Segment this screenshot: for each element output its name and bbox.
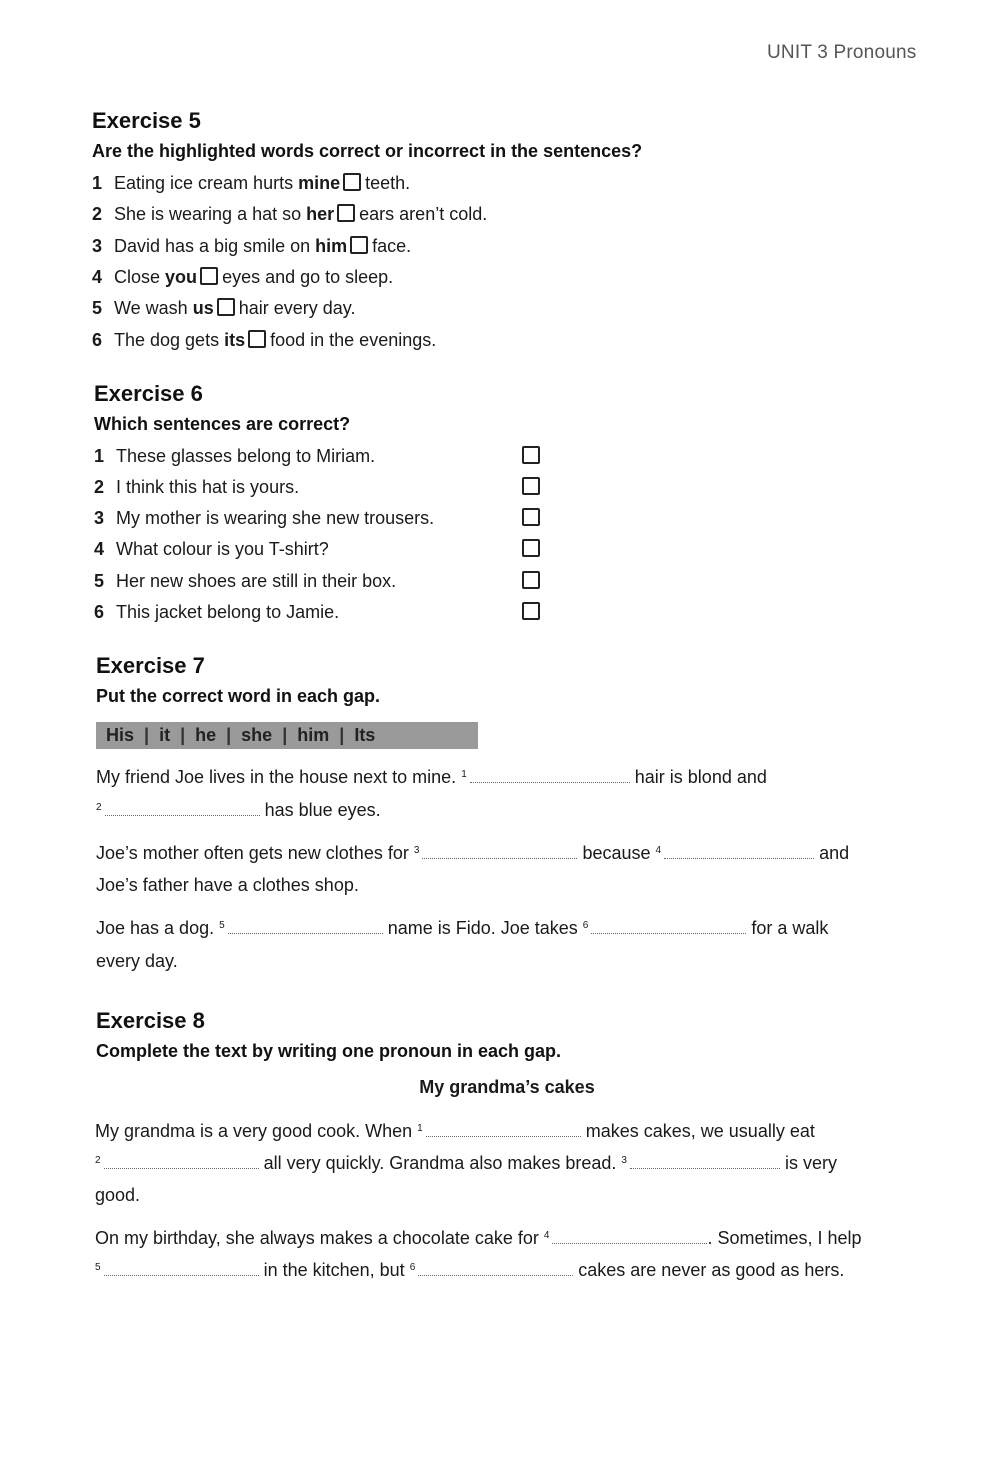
gap-number: 4 — [655, 845, 662, 856]
exercise-6-item — [94, 539, 329, 560]
gap-number: 2 — [96, 802, 102, 813]
highlighted-word: us — [192, 298, 214, 318]
exercise-5-instruction: Are the highlighted words correct or incorrect in the sentences? — [92, 141, 643, 161]
exercise-8-instruction: Complete the text by writing one pronoun in each gap. — [96, 1041, 562, 1061]
item-number: 5 — [92, 298, 103, 318]
exercise-5-item — [92, 267, 393, 288]
gap-blank[interactable] — [664, 844, 814, 859]
item-text: This jacket belong to Jamie. — [116, 602, 340, 622]
text: My grandma is a very good cook. When — [95, 1121, 413, 1141]
item-text: She is wearing a hat so — [114, 204, 302, 224]
text: all very quickly. Grandma also makes bread. — [263, 1153, 617, 1173]
text: because — [582, 843, 651, 863]
answer-checkbox[interactable] — [522, 602, 540, 620]
exercise-7-instruction: Put the correct word in each gap. — [96, 686, 381, 706]
item-text: teeth. — [365, 173, 411, 193]
word-separator: | — [339, 725, 345, 745]
item-text: Close — [114, 267, 161, 287]
paragraph-line — [96, 951, 178, 972]
exercise-5-item — [92, 298, 355, 319]
word-option: His — [106, 725, 135, 745]
text: hair is blond and — [634, 767, 767, 787]
text: . Sometimes, I help — [707, 1228, 862, 1248]
answer-checkbox[interactable] — [522, 477, 540, 495]
exercise-6-instruction: Which sentences are correct? — [94, 414, 351, 434]
exercise-5-title: Exercise 5 — [92, 108, 201, 133]
text: name is Fido. Joe takes — [387, 918, 578, 938]
gap-blank[interactable] — [418, 1261, 573, 1276]
gap-blank[interactable] — [552, 1229, 707, 1244]
word-option: it — [159, 725, 171, 745]
answer-checkbox[interactable] — [522, 508, 540, 526]
gap-blank[interactable] — [591, 919, 746, 934]
item-number: 3 — [94, 508, 105, 528]
gap-number: 2 — [95, 1155, 101, 1166]
word-option: he — [195, 725, 217, 745]
highlighted-word: her — [306, 204, 335, 224]
paragraph-line — [95, 1121, 815, 1142]
highlighted-word: you — [165, 267, 198, 287]
exercise-5-item — [92, 204, 487, 225]
item-text: hair every day. — [238, 298, 356, 318]
gap-blank[interactable] — [105, 801, 260, 816]
item-text: What colour is you T-shirt? — [116, 539, 329, 559]
gap-blank[interactable] — [630, 1154, 780, 1169]
answer-checkbox[interactable] — [522, 446, 540, 464]
text: is very — [784, 1153, 837, 1173]
item-number: 4 — [92, 267, 103, 287]
item-number: 3 — [92, 236, 103, 256]
exercise-8-title: Exercise 8 — [96, 1008, 205, 1033]
item-number: 1 — [92, 173, 103, 193]
answer-checkbox[interactable] — [248, 330, 266, 348]
item-number: 5 — [94, 571, 105, 591]
paragraph-line — [95, 1153, 837, 1174]
word-box — [96, 722, 478, 749]
paragraph-line — [96, 767, 767, 788]
text: for a walk — [751, 918, 829, 938]
paragraph-line — [96, 800, 381, 821]
paragraph-line — [95, 1228, 862, 1249]
paragraph-line — [95, 1260, 844, 1281]
gap-blank[interactable] — [104, 1261, 259, 1276]
item-number: 6 — [94, 602, 105, 622]
exercise-5-item — [92, 236, 411, 257]
answer-checkbox[interactable] — [200, 267, 218, 285]
word-separator: | — [226, 725, 232, 745]
item-number: 1 — [94, 446, 105, 466]
word-separator: | — [282, 725, 288, 745]
gap-number: 1 — [461, 769, 467, 780]
paragraph-line — [96, 843, 849, 864]
item-text: ears aren’t cold. — [359, 204, 488, 224]
word-option: him — [297, 725, 330, 745]
exercise-6-title: Exercise 6 — [94, 381, 203, 406]
exercise-7-title: Exercise 7 — [96, 653, 205, 678]
running-head: UNIT 3 Pronouns — [767, 42, 917, 63]
item-text: eyes and go to sleep. — [222, 267, 394, 287]
gap-number: 6 — [409, 1262, 416, 1273]
item-text: David has a big smile on — [114, 236, 311, 256]
text: Joe has a dog. — [96, 918, 215, 938]
highlighted-word: its — [224, 330, 246, 350]
item-text: food in the evenings. — [270, 330, 437, 350]
answer-checkbox[interactable] — [217, 298, 235, 316]
answer-checkbox[interactable] — [350, 236, 368, 254]
exercise-6-item — [94, 477, 299, 498]
word-option: she — [241, 725, 273, 745]
gap-number: 4 — [543, 1230, 550, 1241]
answer-checkbox[interactable] — [343, 173, 361, 191]
gap-number: 5 — [95, 1262, 101, 1273]
item-text: I think this hat is yours. — [116, 477, 300, 497]
gap-blank[interactable] — [422, 844, 577, 859]
item-text: My mother is wearing she new trousers. — [116, 508, 435, 528]
exercise-5-item — [92, 330, 436, 351]
exercise-6-item — [94, 602, 339, 623]
answer-checkbox[interactable] — [522, 571, 540, 589]
text: Joe’s mother often gets new clothes for — [96, 843, 409, 863]
gap-number: 1 — [417, 1123, 423, 1134]
gap-blank[interactable] — [470, 768, 630, 783]
item-number: 6 — [92, 330, 103, 350]
exercise-5-item — [92, 173, 410, 194]
gap-blank[interactable] — [104, 1154, 259, 1169]
item-text: Her new shoes are still in their box. — [116, 571, 397, 591]
item-number: 4 — [94, 539, 105, 559]
exercise-6-item — [94, 446, 375, 467]
word-separator: | — [144, 725, 150, 745]
exercise-6-item — [94, 508, 434, 529]
item-text: face. — [372, 236, 412, 256]
item-text: These glasses belong to Miriam. — [116, 446, 376, 466]
text: in the kitchen, but — [263, 1260, 405, 1280]
highlighted-word: him — [315, 236, 348, 256]
item-text: Eating ice cream hurts — [114, 173, 294, 193]
gap-blank[interactable] — [426, 1122, 581, 1137]
text: has blue eyes. — [264, 800, 381, 820]
text: every day. — [96, 951, 178, 971]
gap-number: 3 — [413, 845, 420, 856]
highlighted-word: mine — [298, 173, 341, 193]
paragraph-line — [96, 875, 359, 896]
text: My friend Joe lives in the house next to mine. — [96, 767, 457, 787]
text: and — [819, 843, 850, 863]
answer-checkbox[interactable] — [522, 539, 540, 557]
text-title: My grandma’s cakes — [419, 1077, 595, 1097]
word-separator: | — [180, 725, 186, 745]
answer-checkbox[interactable] — [337, 204, 355, 222]
item-number: 2 — [94, 477, 105, 497]
item-text: We wash — [114, 298, 188, 318]
text: makes cakes, we usually eat — [585, 1121, 815, 1141]
gap-number: 6 — [582, 920, 589, 931]
exercise-6-item — [94, 571, 396, 592]
gap-number: 5 — [219, 920, 225, 931]
text: cakes are never as good as hers. — [578, 1260, 845, 1280]
gap-number: 3 — [621, 1155, 627, 1166]
word-option: Its — [354, 725, 376, 745]
paragraph-line — [96, 918, 828, 939]
gap-blank[interactable] — [228, 919, 383, 934]
item-number: 2 — [92, 204, 103, 224]
text: Joe’s father have a clothes shop. — [96, 875, 359, 895]
text: On my birthday, she always makes a chocolate cake for — [95, 1228, 539, 1248]
paragraph-line — [95, 1185, 140, 1206]
text: good. — [95, 1185, 141, 1205]
item-text: The dog gets — [114, 330, 220, 350]
